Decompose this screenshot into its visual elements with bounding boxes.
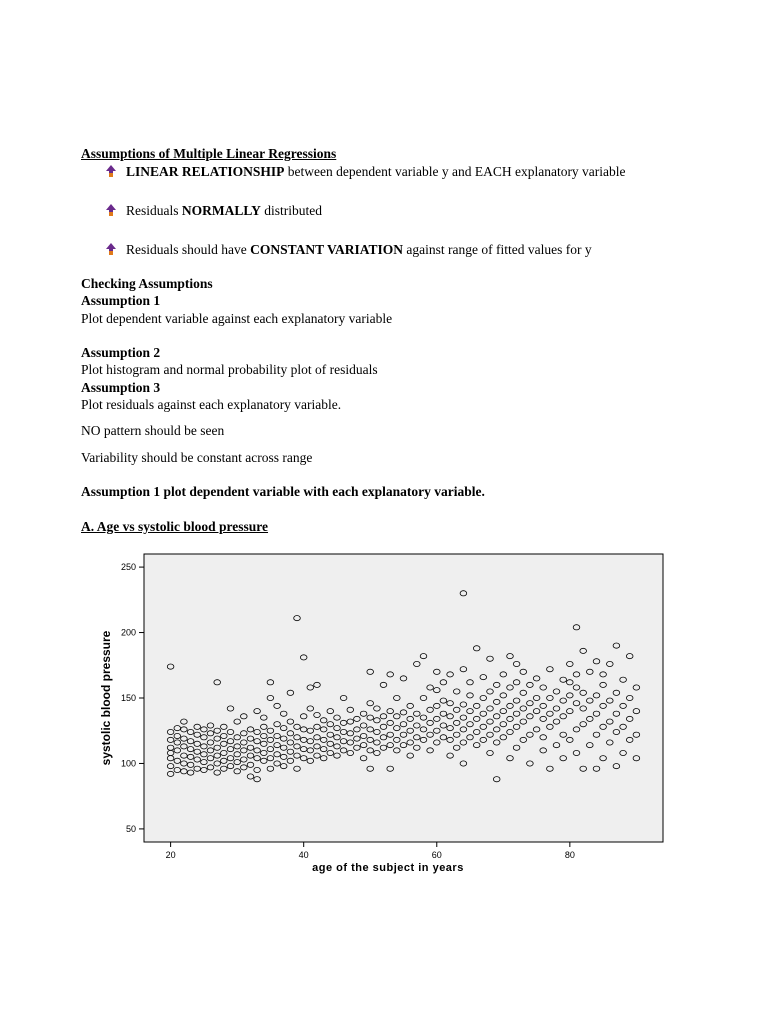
- plot-area: [144, 554, 663, 842]
- assumption-1-label: Assumption 1: [81, 293, 161, 308]
- bullet-linear-relationship: [104, 164, 626, 180]
- bullet-text: between dependent variable y and EACH explanatory variable: [284, 164, 626, 179]
- plot-heading: Assumption 1 plot dependent variable with each explanatory variable.: [81, 484, 485, 499]
- scatter-chart: [96, 548, 676, 878]
- x-tick-label: 40: [298, 850, 309, 860]
- assumption-3-text: Plot residuals against each explanatory variable.: [81, 397, 342, 412]
- assumption-2-label: Assumption 2: [81, 345, 161, 360]
- x-tick-label: 80: [564, 850, 575, 860]
- x-axis-ticks: [166, 842, 575, 860]
- bullet-text: against range of fitted values for y: [403, 242, 592, 257]
- y-tick-label: 150: [120, 693, 136, 703]
- bullet-bold: CONSTANT VARIATION: [250, 242, 404, 257]
- bullet-arrow-icon: [104, 204, 118, 216]
- variability-text: Variability should be constant across range: [81, 450, 313, 465]
- bullet-arrow-icon: [104, 243, 118, 255]
- bullet-arrow-icon: [104, 165, 118, 177]
- x-tick-label: 60: [431, 850, 442, 860]
- checking-title: Checking Assumptions: [81, 276, 213, 291]
- assumption-3-label: Assumption 3: [81, 380, 161, 395]
- y-axis-label: systolic blood pressure: [99, 630, 113, 766]
- bullet-bold: LINEAR RELATIONSHIP: [126, 164, 285, 179]
- page-heading: Assumptions of Multiple Linear Regressions: [81, 146, 337, 161]
- bullet-text: Residuals: [126, 203, 182, 218]
- y-tick-label: 100: [120, 758, 136, 769]
- bullet-bold: NORMALLY: [181, 203, 261, 218]
- bullet-constant-variation: [104, 242, 592, 258]
- x-tick-label: 20: [165, 850, 176, 860]
- y-axis-ticks: [121, 562, 144, 834]
- x-axis-label: age of the subject in years: [312, 862, 464, 874]
- section-a-heading: A. Age vs systolic blood pressure: [81, 519, 269, 534]
- y-tick-label: 50: [125, 823, 136, 834]
- assumption-2-text: Plot histogram and normal probability plot of residuals: [81, 362, 378, 377]
- bullet-residuals-normal: [104, 203, 322, 219]
- no-pattern-text: NO pattern should be seen: [81, 423, 225, 438]
- bullet-text: Residuals should have: [126, 242, 251, 257]
- bullet-text: distributed: [260, 203, 323, 218]
- y-tick-label: 200: [120, 627, 136, 638]
- y-tick-label: 250: [120, 562, 136, 573]
- assumption-1-text: Plot dependent variable against each explanatory variable: [81, 311, 393, 326]
